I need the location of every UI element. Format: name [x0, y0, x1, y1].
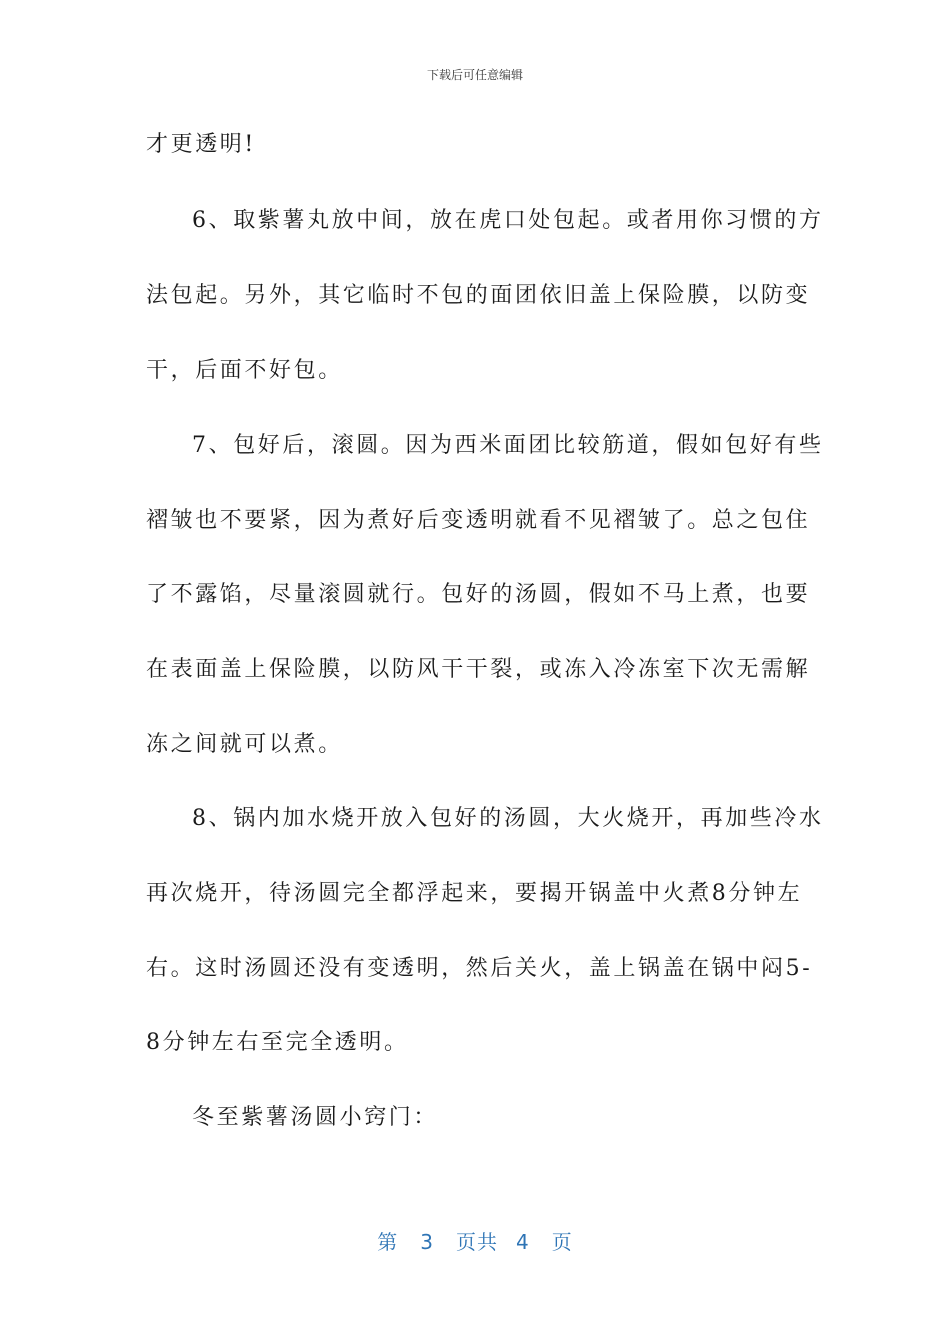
paragraph-line: 才更透明!	[146, 132, 256, 157]
paragraph-line: 褶皱也不要紧，因为煮好后变透明就看不见褶皱了。总之包住	[146, 508, 811, 533]
paragraph-line: 再次烧开，待汤圆完全都浮起来，要揭开锅盖中火煮8分钟左	[146, 881, 803, 906]
paragraph-line: 冻之间就可以煮。	[146, 732, 343, 757]
section-heading: 冬至紫薯汤圆小窍门：	[192, 1105, 439, 1130]
paragraph-line: 在表面盖上保险膜，以防风干干裂，或冻入冷冻室下次无需解	[146, 657, 811, 682]
paragraph-line: 8、锅内加水烧开放入包好的汤圆，大火烧开，再加些冷水	[192, 806, 824, 831]
paragraph-line: 法包起。另外，其它临时不包的面团依旧盖上保险膜，以防变	[146, 283, 811, 308]
paragraph-line: 6、取紫薯丸放中间，放在虎口处包起。或者用你习惯的方	[192, 208, 824, 233]
paragraph-line: 了不露馅，尽量滚圆就行。包好的汤圆，假如不马上煮，也要	[146, 582, 811, 607]
paragraph-line: 干，后面不好包。	[146, 358, 343, 383]
paragraph-line: 8分钟左右至完全透明。	[146, 1030, 409, 1055]
paragraph-line: 右。这时汤圆还没有变透明，然后关火，盖上锅盖在锅中闷5-	[146, 956, 813, 981]
page-header-note: 下载后可任意编辑	[426, 68, 523, 82]
paragraph-line: 7、包好后，滚圆。因为西米面团比较筋道，假如包好有些	[192, 433, 824, 458]
page-number-footer	[0, 1226, 950, 1255]
footer-prefix: 第	[377, 1230, 399, 1254]
footer-suffix: 页	[551, 1230, 573, 1254]
footer-current-page: 3	[420, 1230, 434, 1254]
footer-middle: 页共	[456, 1230, 498, 1254]
footer-total-pages: 4	[516, 1230, 530, 1254]
